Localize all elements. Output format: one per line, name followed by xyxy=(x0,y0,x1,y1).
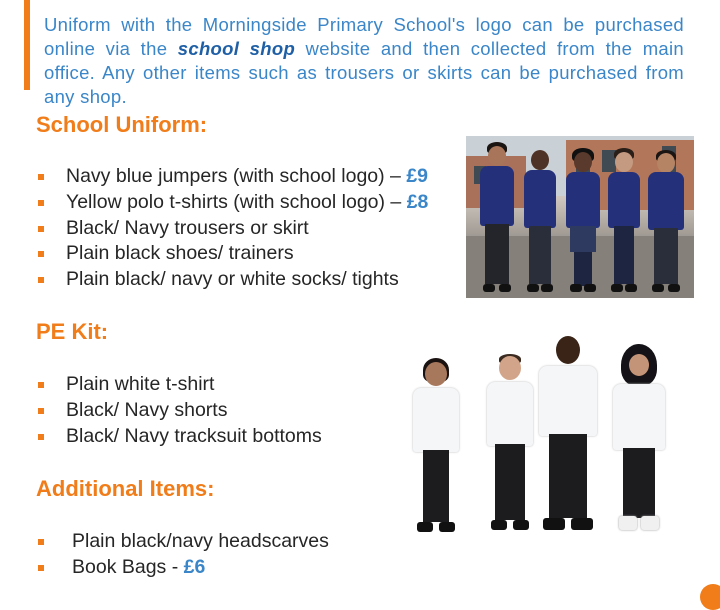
bullet-icon xyxy=(38,434,44,440)
list-item xyxy=(38,267,428,293)
item-text: Yellow polo t-shirts (with school logo) – xyxy=(66,190,407,213)
intro-text-a: Uniform with the Morningside Primary School's logo can be purchased online via the xyxy=(44,13,684,59)
item-text: Black/ Navy tracksuit bottoms xyxy=(66,424,322,447)
school-uniform-heading: School Uniform: xyxy=(36,112,208,137)
list-item xyxy=(38,164,428,190)
item-price: £9 xyxy=(406,165,429,187)
corner-decoration xyxy=(700,584,720,610)
pe-kit-list xyxy=(38,372,322,449)
school-uniform-photo xyxy=(466,136,694,298)
item-price: £8 xyxy=(406,190,429,213)
item-text: Plain black shoes/ trainers xyxy=(66,242,294,265)
bullet-icon xyxy=(38,539,44,545)
bullet-icon xyxy=(38,226,44,232)
bullet-icon xyxy=(38,408,44,414)
list-item xyxy=(38,424,322,450)
item-text: Black/ Navy shorts xyxy=(66,398,228,421)
list-item xyxy=(38,216,428,242)
item-text: Navy blue jumpers (with school logo) – xyxy=(66,165,407,187)
item-text: Plain black/ navy or white socks/ tights xyxy=(66,268,399,291)
list-item xyxy=(38,398,322,424)
list-item xyxy=(38,529,329,555)
pe-kit-heading: PE Kit: xyxy=(36,319,109,344)
pe-kit-photo xyxy=(405,332,685,542)
list-item xyxy=(38,190,428,216)
intro-accent-bar xyxy=(24,0,30,90)
list-item xyxy=(38,555,329,581)
list-item xyxy=(38,241,428,267)
intro-paragraph xyxy=(44,13,684,109)
item-text: Black/ Navy trousers or skirt xyxy=(66,216,309,239)
school-uniform-list xyxy=(38,164,428,293)
item-text: Plain white t-shirt xyxy=(66,373,215,395)
bullet-icon xyxy=(38,277,44,283)
bullet-icon xyxy=(38,565,44,571)
intro-text-b: website and then collected from the main office. Any other items such as trousers or skirts can be purchased from any shop. xyxy=(44,37,685,107)
additional-items-list xyxy=(38,529,329,581)
item-price: £6 xyxy=(183,555,206,578)
list-item xyxy=(38,372,322,398)
bullet-icon xyxy=(38,251,44,257)
school-shop-link[interactable]: school shop xyxy=(177,37,296,59)
item-text: Book Bags - xyxy=(72,555,184,578)
bullet-icon xyxy=(38,200,44,206)
bullet-icon xyxy=(38,174,44,180)
additional-items-heading: Additional Items: xyxy=(36,476,215,501)
item-text: Plain black/navy headscarves xyxy=(72,530,329,552)
bullet-icon xyxy=(38,382,44,388)
